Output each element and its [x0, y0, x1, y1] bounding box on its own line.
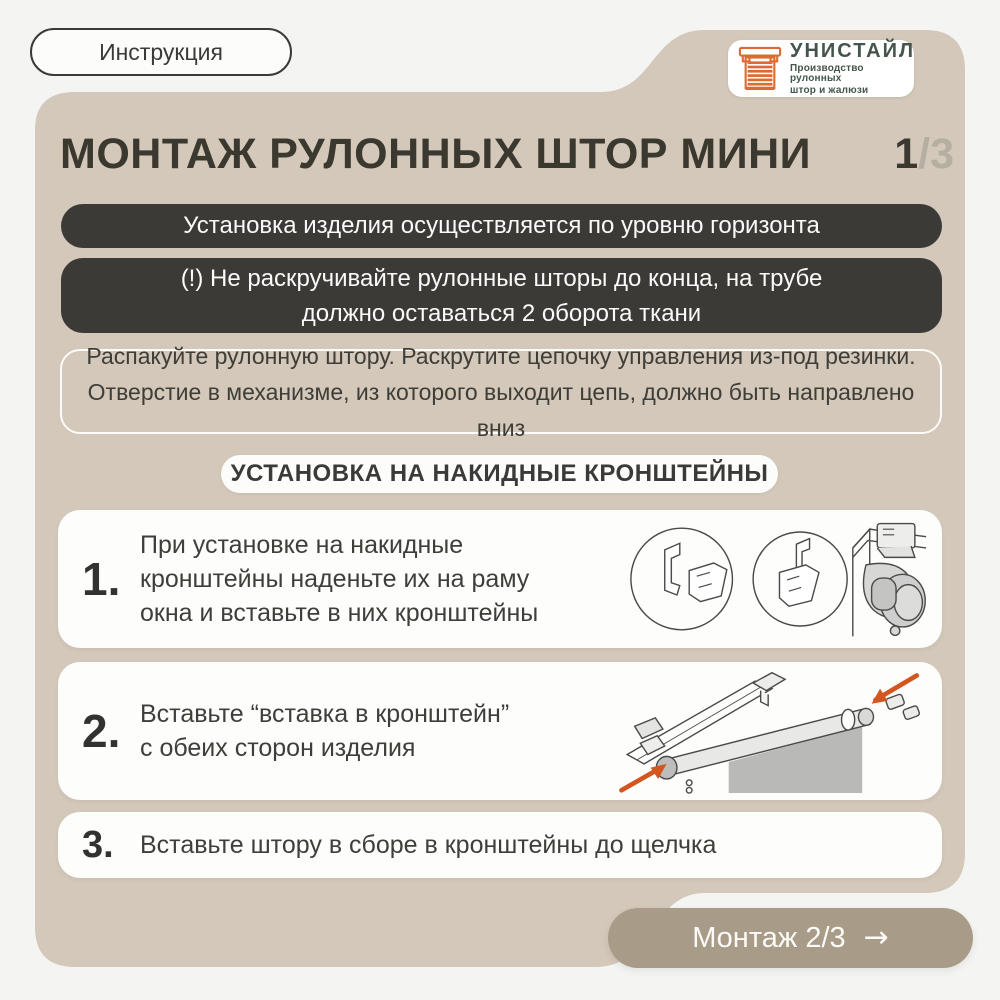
- page-title: МОНТАЖ РУЛОННЫХ ШТОР МИНИ: [60, 130, 812, 178]
- arrow-right-icon: →: [863, 920, 889, 955]
- logo-text: [790, 41, 915, 96]
- step-1-line-2: кронштейны наденьте их на раму: [140, 565, 530, 593]
- step-card-3: [58, 812, 942, 878]
- step-1-number: 1.: [82, 553, 121, 605]
- page-indicator-current: 1: [894, 130, 919, 178]
- notice-info-line-2: Отверстие в механизме, из которого выходит цепь, должно быть направлено вниз: [87, 378, 915, 441]
- notice-warning-banner: [61, 258, 942, 333]
- page-indicator: [894, 130, 954, 179]
- notice-warning-line-2: должно оставаться 2 оборота ткани: [301, 299, 702, 327]
- next-page-button[interactable]: [608, 908, 973, 968]
- next-page-label: Монтаж 2/3: [692, 921, 846, 954]
- section-badge-label: УСТАНОВКА НА НАКИДНЫЕ КРОНШТЕЙНЫ: [230, 460, 769, 487]
- step-3-line-1: Вставьте штору в сборе в кронштейны до щелчка: [140, 831, 717, 859]
- instruction-badge[interactable]: [30, 28, 292, 76]
- step-3-number: 3.: [82, 823, 114, 866]
- step-card-1: [58, 510, 942, 648]
- instruction-badge-label: Инструкция: [99, 38, 223, 65]
- step-card-2: [58, 662, 942, 800]
- notice-level-text: Установка изделия осуществляется по уровню горизонта: [183, 212, 820, 239]
- roller-assembly-illustration: [606, 668, 936, 794]
- title-row: [60, 130, 954, 179]
- step-2-line-1: Вставьте “вставка в кронштейн”: [140, 700, 510, 728]
- logo-name: УНИСТАЙЛ: [790, 40, 916, 62]
- brand-logo: [728, 40, 914, 97]
- hook-brackets-illustration: [606, 516, 936, 642]
- step-2-number: 2.: [82, 705, 121, 757]
- logo-subtitle-line-1: Производство рулонных: [790, 62, 864, 84]
- step-1-line-3: окна и вставьте в них кронштейны: [140, 599, 539, 627]
- notice-info-line-1: Распакуйте рулонную штору. Раскрутите цепочку управления из-под резинки.: [86, 342, 916, 369]
- notice-level-banner: [61, 204, 942, 248]
- notice-warning-line-1: (!) Не раскручивайте рулонные шторы до конца, на трубе: [180, 264, 823, 292]
- step-1-line-1: При установке на накидные: [140, 531, 464, 559]
- step-3-text: [140, 828, 716, 862]
- step-2-text: [140, 697, 509, 765]
- step-1-text: [140, 528, 538, 630]
- step-2-line-2: с обеих сторон изделия: [140, 734, 416, 762]
- section-badge: [221, 455, 778, 493]
- blinds-icon: [738, 45, 782, 93]
- notice-info-box: [60, 342, 942, 441]
- page-indicator-total: /3: [918, 130, 954, 178]
- logo-subtitle-line-2: штор и жалюзи: [790, 85, 869, 96]
